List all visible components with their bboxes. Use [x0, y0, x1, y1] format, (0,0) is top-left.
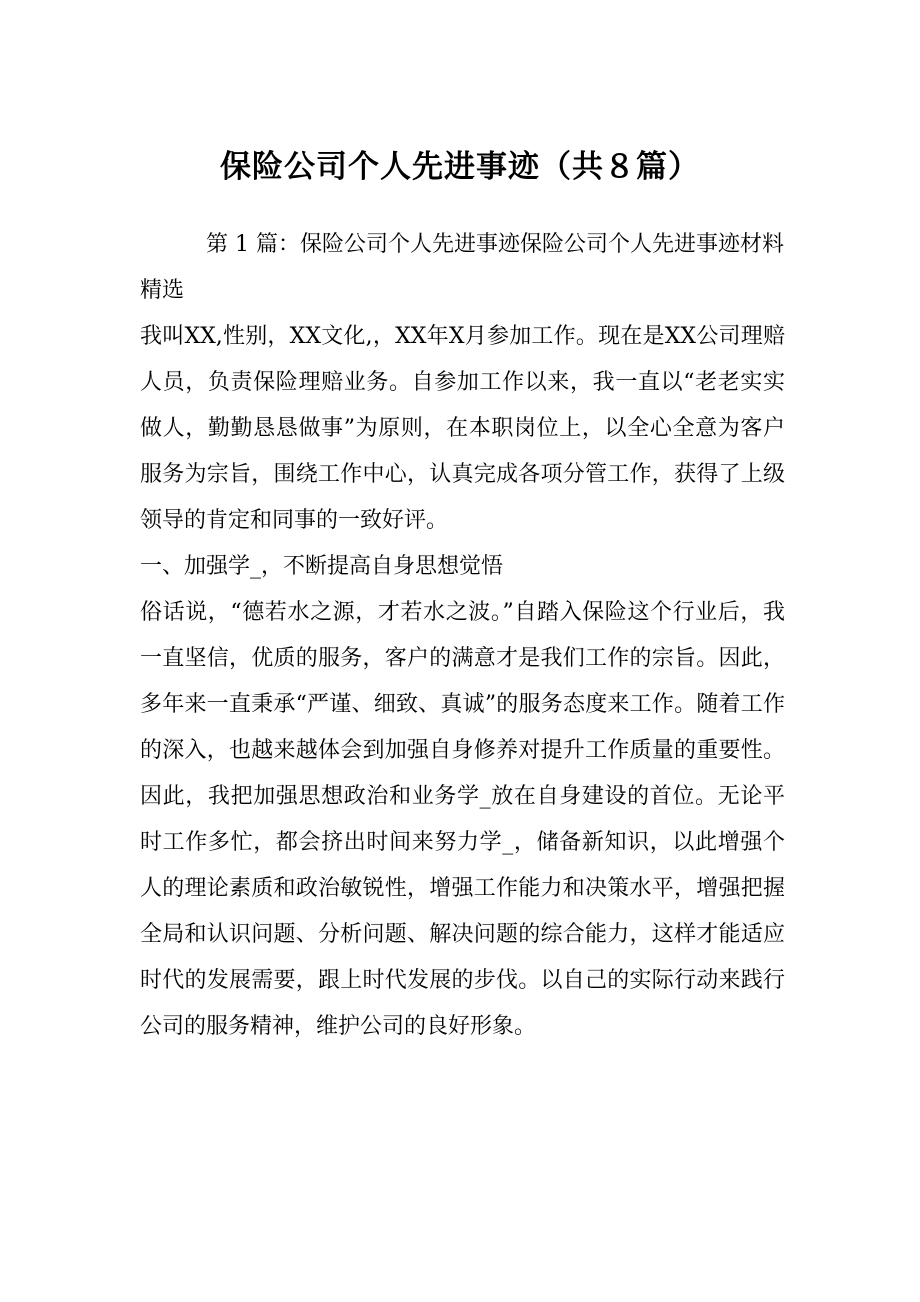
- paragraph-introduction: 我叫XX,性别，XX文化,，XX年X月参加工作。现在是XX公司理赔人员，负责保险理赔业务。自参加工作以来，我一直以“老老实实做人，勤勤恳恳做事”为原则，在本职岗位上，以全心全意为客户服务为宗旨，围绕工作中心，认真完成各项分管工作，获得了上级领导的肯定和同事的一致好评。: [140, 324, 785, 533]
- paragraph-study-body: 俗话说，“德若水之源，才若水之波。”自踏入保险这个行业后，我一直坚信，优质的服务，客户的满意才是我们工作的宗旨。因此，多年来一直秉承“严谨、细致、真诚”的服务态度来工作。随着工作的深入，也越来越体会到加强自身修养对提升工作质量的重要性。因此，我把加强思想政治和业务学_放在自身建设的首位。无论平时工作多忙，都会挤出时间来努力学_，储备新知识，以此增强个人的理论素质和政治敏锐性，增强工作能力和决策水平，增强把握全局和认识问题、分析问题、解决问题的综合能力，这样才能适应时代的发展需要，跟上时代发展的步伐。以自己的实际行动来践行公司的服务精神，维护公司的良好形象。: [140, 600, 785, 1039]
- document-title: 保险公司个人先进事迹（共８篇）: [220, 149, 700, 185]
- paragraph-chapter-heading: 第 1 篇：保险公司个人先进事迹保险公司个人先进事迹材料: [206, 232, 784, 257]
- paragraph-selected-label: 精选: [140, 278, 185, 303]
- document-body: [140, 222, 785, 1050]
- section-heading-study: 一、加强学_，不断提高自身思想觉悟: [140, 554, 504, 579]
